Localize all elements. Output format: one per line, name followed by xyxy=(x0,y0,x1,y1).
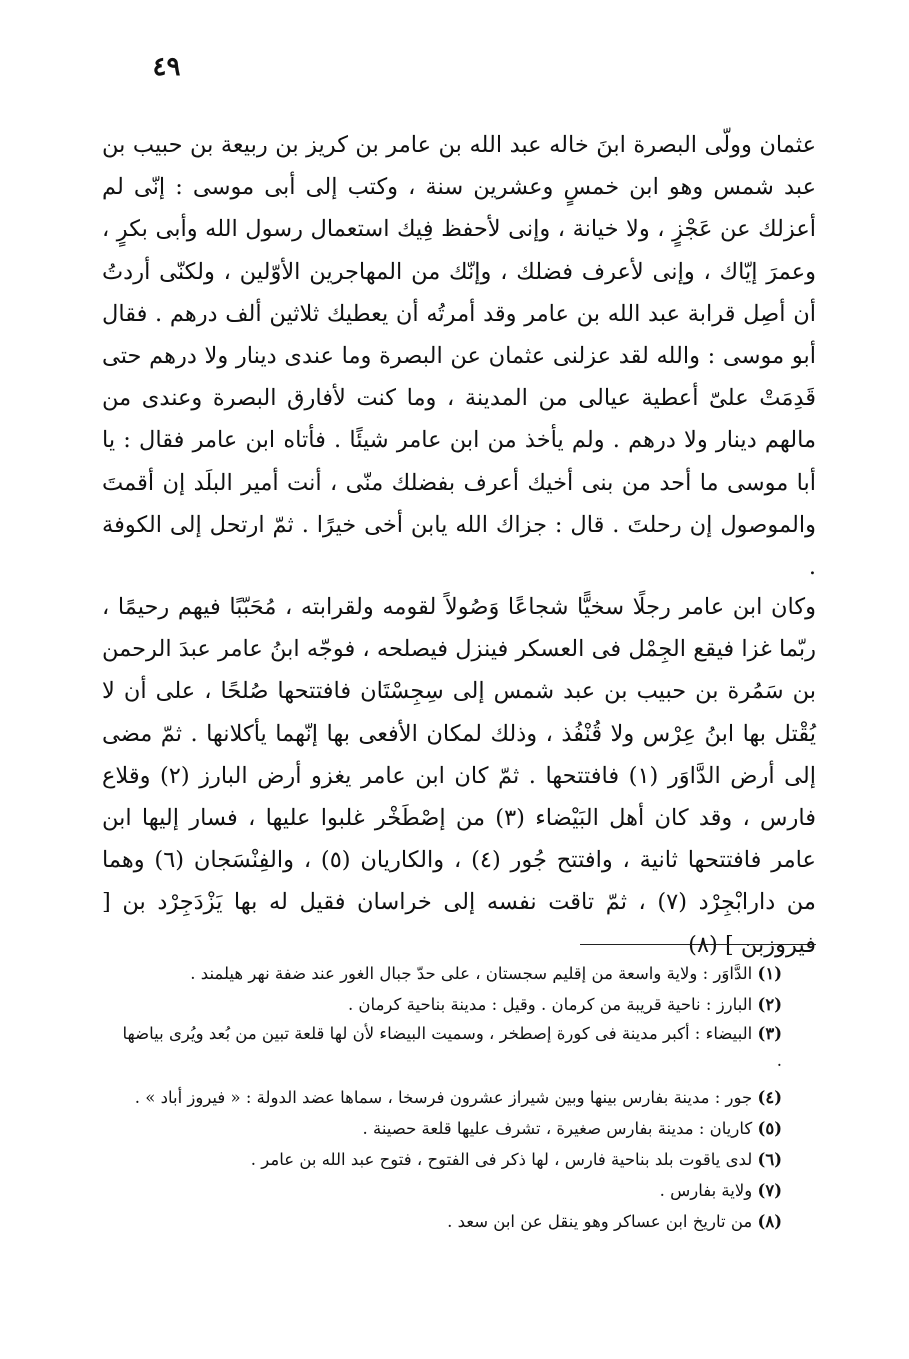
paragraph-text: عثمان وولّى البصرة ابنَ خاله عبد الله بن عامر بن كريز بن ربيعة بن حبيب بن عبد شمس وهو ابن خمسٍ وعشرين سنة ، وكتب إلى أبى موسى : إنّى لم أعزلك عن عَجْزٍ ، ولا خيانة ، وإنى لأحفظ فِيك استعمال رسول الله وأبى بكرٍ ، وعمرَ إيّاك ، وإنى لأعرف فضلك ، وإنّك من المهاجرين الأوّلين ، ولكنّى أردتُ أن أصِل قرابة عبد الله بن عامر وقد أمرتُه أن يعطيك ثلاثين ألف درهم . فقال أبو موسى : والله لقد عزلنى عثمان عن البصرة وما عندى دينار ولا درهم حتى قَدِمَتْ علىّ أعطية عيالى من المدينة ، وما كنت لأفارق البصرة وعندى من مالهم دينار ولا درهم . ولم يأخذ من ابن عامر شيئًا . فأتاه ابن عامر فقال : يا أبا موسى ما أحد من بنى أخيك أعرف بفضلك منّى ، أنت أمير البلَد إن أقمتَ والموصول إن رحلتَ . قال : جزاك الله يابن أخى خيرًا . ثمّ ارتحل إلى الكوفة . xyxy=(102,132,816,581)
footnote-4 xyxy=(120,1082,782,1113)
footnote-text: كاريان : مدينة بفارس صغيرة ، تشرف عليها قلعة حصينة . xyxy=(362,1119,753,1138)
footnote-1 xyxy=(120,958,782,989)
footnote-text: لدى ياقوت بلد بناحية فارس ، لها ذكر فى الفتوح ، فتوح عبد الله بن عامر . xyxy=(250,1150,753,1169)
footnote-5 xyxy=(120,1113,782,1144)
footnote-number: (٢) xyxy=(757,995,782,1014)
footnote-7 xyxy=(120,1175,782,1206)
footnote-text: البيضاء : أكبر مدينة فى كورة إصطخر ، وسميت البيضاء لأن لها قلعة تبين من بُعد ويُرى بياضها . xyxy=(122,1024,782,1070)
footnote-text: من تاريخ ابن عساكر وهو ينقل عن ابن سعد . xyxy=(447,1212,753,1231)
footnote-number: (٧) xyxy=(757,1181,782,1200)
footnote-3 xyxy=(120,1020,782,1074)
body-paragraph-2 xyxy=(102,586,816,966)
page-number: ٤٩ xyxy=(152,52,181,82)
footnote-number: (٨) xyxy=(757,1212,782,1231)
footnote-number: (١) xyxy=(757,964,782,983)
footnote-text: ولاية بفارس . xyxy=(659,1181,753,1200)
paragraph-text: وكان ابن عامر رجلًا سخيًّا شجاعًا وَصُولاً لقومه ولقرابته ، مُحَبّبًا فيهم رحيمًا ، ربّما غزا فيقع الجِمْل فى العسكر فينزل فيصلحه ، فوجّه ابنُ عامر عبدَ الرحمن بن سَمُرة بن حبيب بن عبد شمس إلى سِجِسْتَان فافتتحها صُلحًا ، على أن لا يُقْتل بها ابنُ عِرْس ولا قُنْفُذ ، وذلك لمكان الأفعى بها إنّهما يأكلانها . ثمّ مضى إلى أرض الدَّاوَر (١) فافتتحها . ثمّ كان ابن عامر يغزو أرض البارز (٢) وقلاع فارس ، وقد كان أهل البَيْضاء (٣) من إصْطَخْر غلبوا عليها ، فسار إليها ابن عامر فافتتحها ثانية ، وافتتح جُور (٤) ، والكاريان (٥) ، والفِنْسَجان (٦) وهما من دارابْجِرْد (٧) ، ثمّ تاقت نفسه إلى خراسان فقيل له بها يَزْدَجِرْد بن [ فيروزبن ] (٨) xyxy=(102,594,816,958)
footnote-number: (٣) xyxy=(757,1024,782,1043)
footnotes xyxy=(120,958,782,1237)
footnote-separator xyxy=(580,944,816,945)
footnote-text: جور : مدينة بفارس بينها وبين شيراز عشرون فرسخا ، سماها عضد الدولة : « فيروز أباد » . xyxy=(134,1088,753,1107)
footnote-number: (٥) xyxy=(757,1119,782,1138)
footnote-number: (٤) xyxy=(757,1088,782,1107)
footnote-number: (٦) xyxy=(757,1150,782,1169)
body-paragraph-1 xyxy=(102,124,816,588)
footnote-text: البارز : ناحية قريبة من كرمان . وقيل : مدينة بناحية كرمان . xyxy=(347,995,753,1014)
footnote-2 xyxy=(120,989,782,1020)
footnote-text: الدَّاوَر : ولاية واسعة من إقليم سجستان ، على حدّ جبال الغور عند ضفة نهر هيلمند . xyxy=(190,964,753,983)
footnote-6 xyxy=(120,1144,782,1175)
footnote-8 xyxy=(120,1206,782,1237)
